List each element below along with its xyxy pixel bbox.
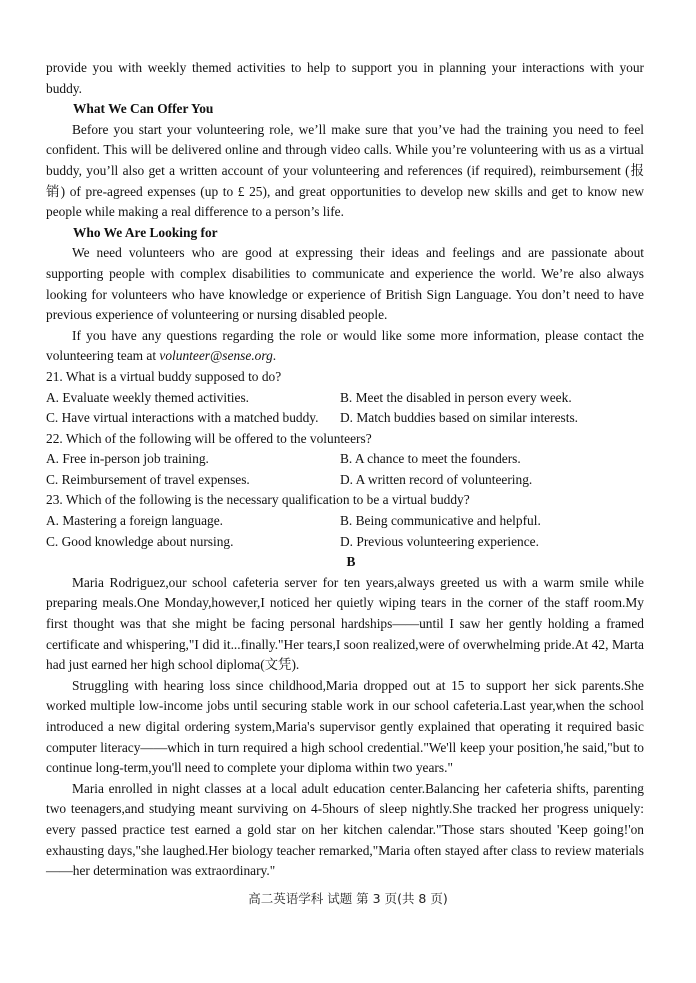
passage-b-paragraph-3: Maria enrolled in night classes at a local adult education center.Balancing her cafeteria shifts, parenting two teenagers,and studying meant surviving on 4-5hours of sleep nightly.She tracked her progress uniquely: every passed practice test earned a gold star on her kitchen calendar."Those stars shouted 'Keep going!'on exhausting days,"she laughed.Her biology teacher remarked,"Maria often stayed after class to review materials——her determination was extraordinary." <box>46 780 644 879</box>
heading-who-we-look-for: Who We Are Looking for <box>73 224 218 240</box>
passage-b-paragraph-2: Struggling with hearing loss since childhood,Maria dropped out at 15 to support her sick parents.She worked multiple low-income jobs until securing stable work in our school cafeteria.Last year,when the school introduced a new digital ordering system,Maria's supervisor gently explained that operating it required basic computer literacy——which in turn required a high school credential."We'll keep your position,'he said,"but to continue long-term,you'll need to complete your diploma within two years." <box>46 677 644 776</box>
passage-b-paragraph-1: Maria Rodriguez,our school cafeteria server for ten years,always greeted us with a warm smile while preparing meals.One Monday,however,I noticed her quietly wiping tears in the corner of the staff room.My first thought was that she might be facing personal hardships——until I saw her gently holding a framed certificate and whispering,"I did it...finally."Her tears,I soon realized,were of overwhelming pride.At 42, Marta had just earned her high school diploma(文凭). <box>46 574 644 673</box>
exam-page <box>46 58 644 882</box>
paragraph-contact <box>46 326 644 367</box>
question-21-options <box>46 388 644 429</box>
question-22-stem: 22. Which of the following will be offered to the volunteers? <box>46 430 372 446</box>
section-b-letter: B <box>346 554 356 570</box>
option-22-c: C. Reimbursement of travel expenses. <box>46 471 250 487</box>
option-23-c: C. Good knowledge about nursing. <box>46 533 234 549</box>
option-23-a: A. Mastering a foreign language. <box>46 513 223 529</box>
heading-what-we-offer: What We Can Offer You <box>73 101 214 117</box>
passage-a-continuation: provide you with weekly themed activities to help to support you in planning your interactions with your buddy. <box>46 60 644 96</box>
option-21-d: D. Match buddies based on similar interests. <box>340 410 579 426</box>
question-23-options <box>46 511 644 552</box>
option-21-b: B. Meet the disabled in person every week. <box>340 389 572 405</box>
question-23-stem: 23. Which of the following is the necessary qualification to be a virtual buddy? <box>46 492 470 508</box>
contact-text: If you have any questions regarding the role or would like some more information, please contact the volunteering team at <box>46 327 644 364</box>
option-23-b: B. Being communicative and helpful. <box>340 513 541 529</box>
option-22-a: A. Free in-person job training. <box>46 451 209 467</box>
option-21-c: C. Have virtual interactions with a matched buddy. <box>46 410 319 426</box>
contact-email: volunteer@sense.org <box>159 348 273 364</box>
option-22-d: D. A written record of volunteering. <box>340 471 533 487</box>
paragraph-looking-for: We need volunteers who are good at expressing their ideas and feelings and are passionate about supporting people with complex disabilities to communicate and experience the world. We’re also always looking for volunteers who have knowledge or experience of British Sign Language. You don’t need to have previous experience of volunteering or nursing disabled people. <box>46 245 644 323</box>
paragraph-offer: Before you start your volunteering role, we’ll make sure that you’ve had the training you need to feel confident. This will be delivered online and through video calls. While you’re volunteering with us as a virtual buddy, you’ll also get a written account of your volunteering and references (if required), reimbursement (报销) of pre-agreed expenses (up to £ 25), and great opportunities to develop new skills and get to know new people while making a real difference to a person’s life. <box>46 121 644 220</box>
question-22-options <box>46 449 644 490</box>
option-21-a: A. Evaluate weekly themed activities. <box>46 389 250 405</box>
question-21-stem: 21. What is a virtual buddy supposed to do? <box>46 368 282 384</box>
page-footer: 高二英语学科 试题 第 3 页(共 8 页) <box>248 891 448 906</box>
option-23-d: D. Previous volunteering experience. <box>340 533 539 549</box>
option-22-b: B. A chance to meet the founders. <box>340 451 521 467</box>
contact-period: . <box>272 348 277 364</box>
